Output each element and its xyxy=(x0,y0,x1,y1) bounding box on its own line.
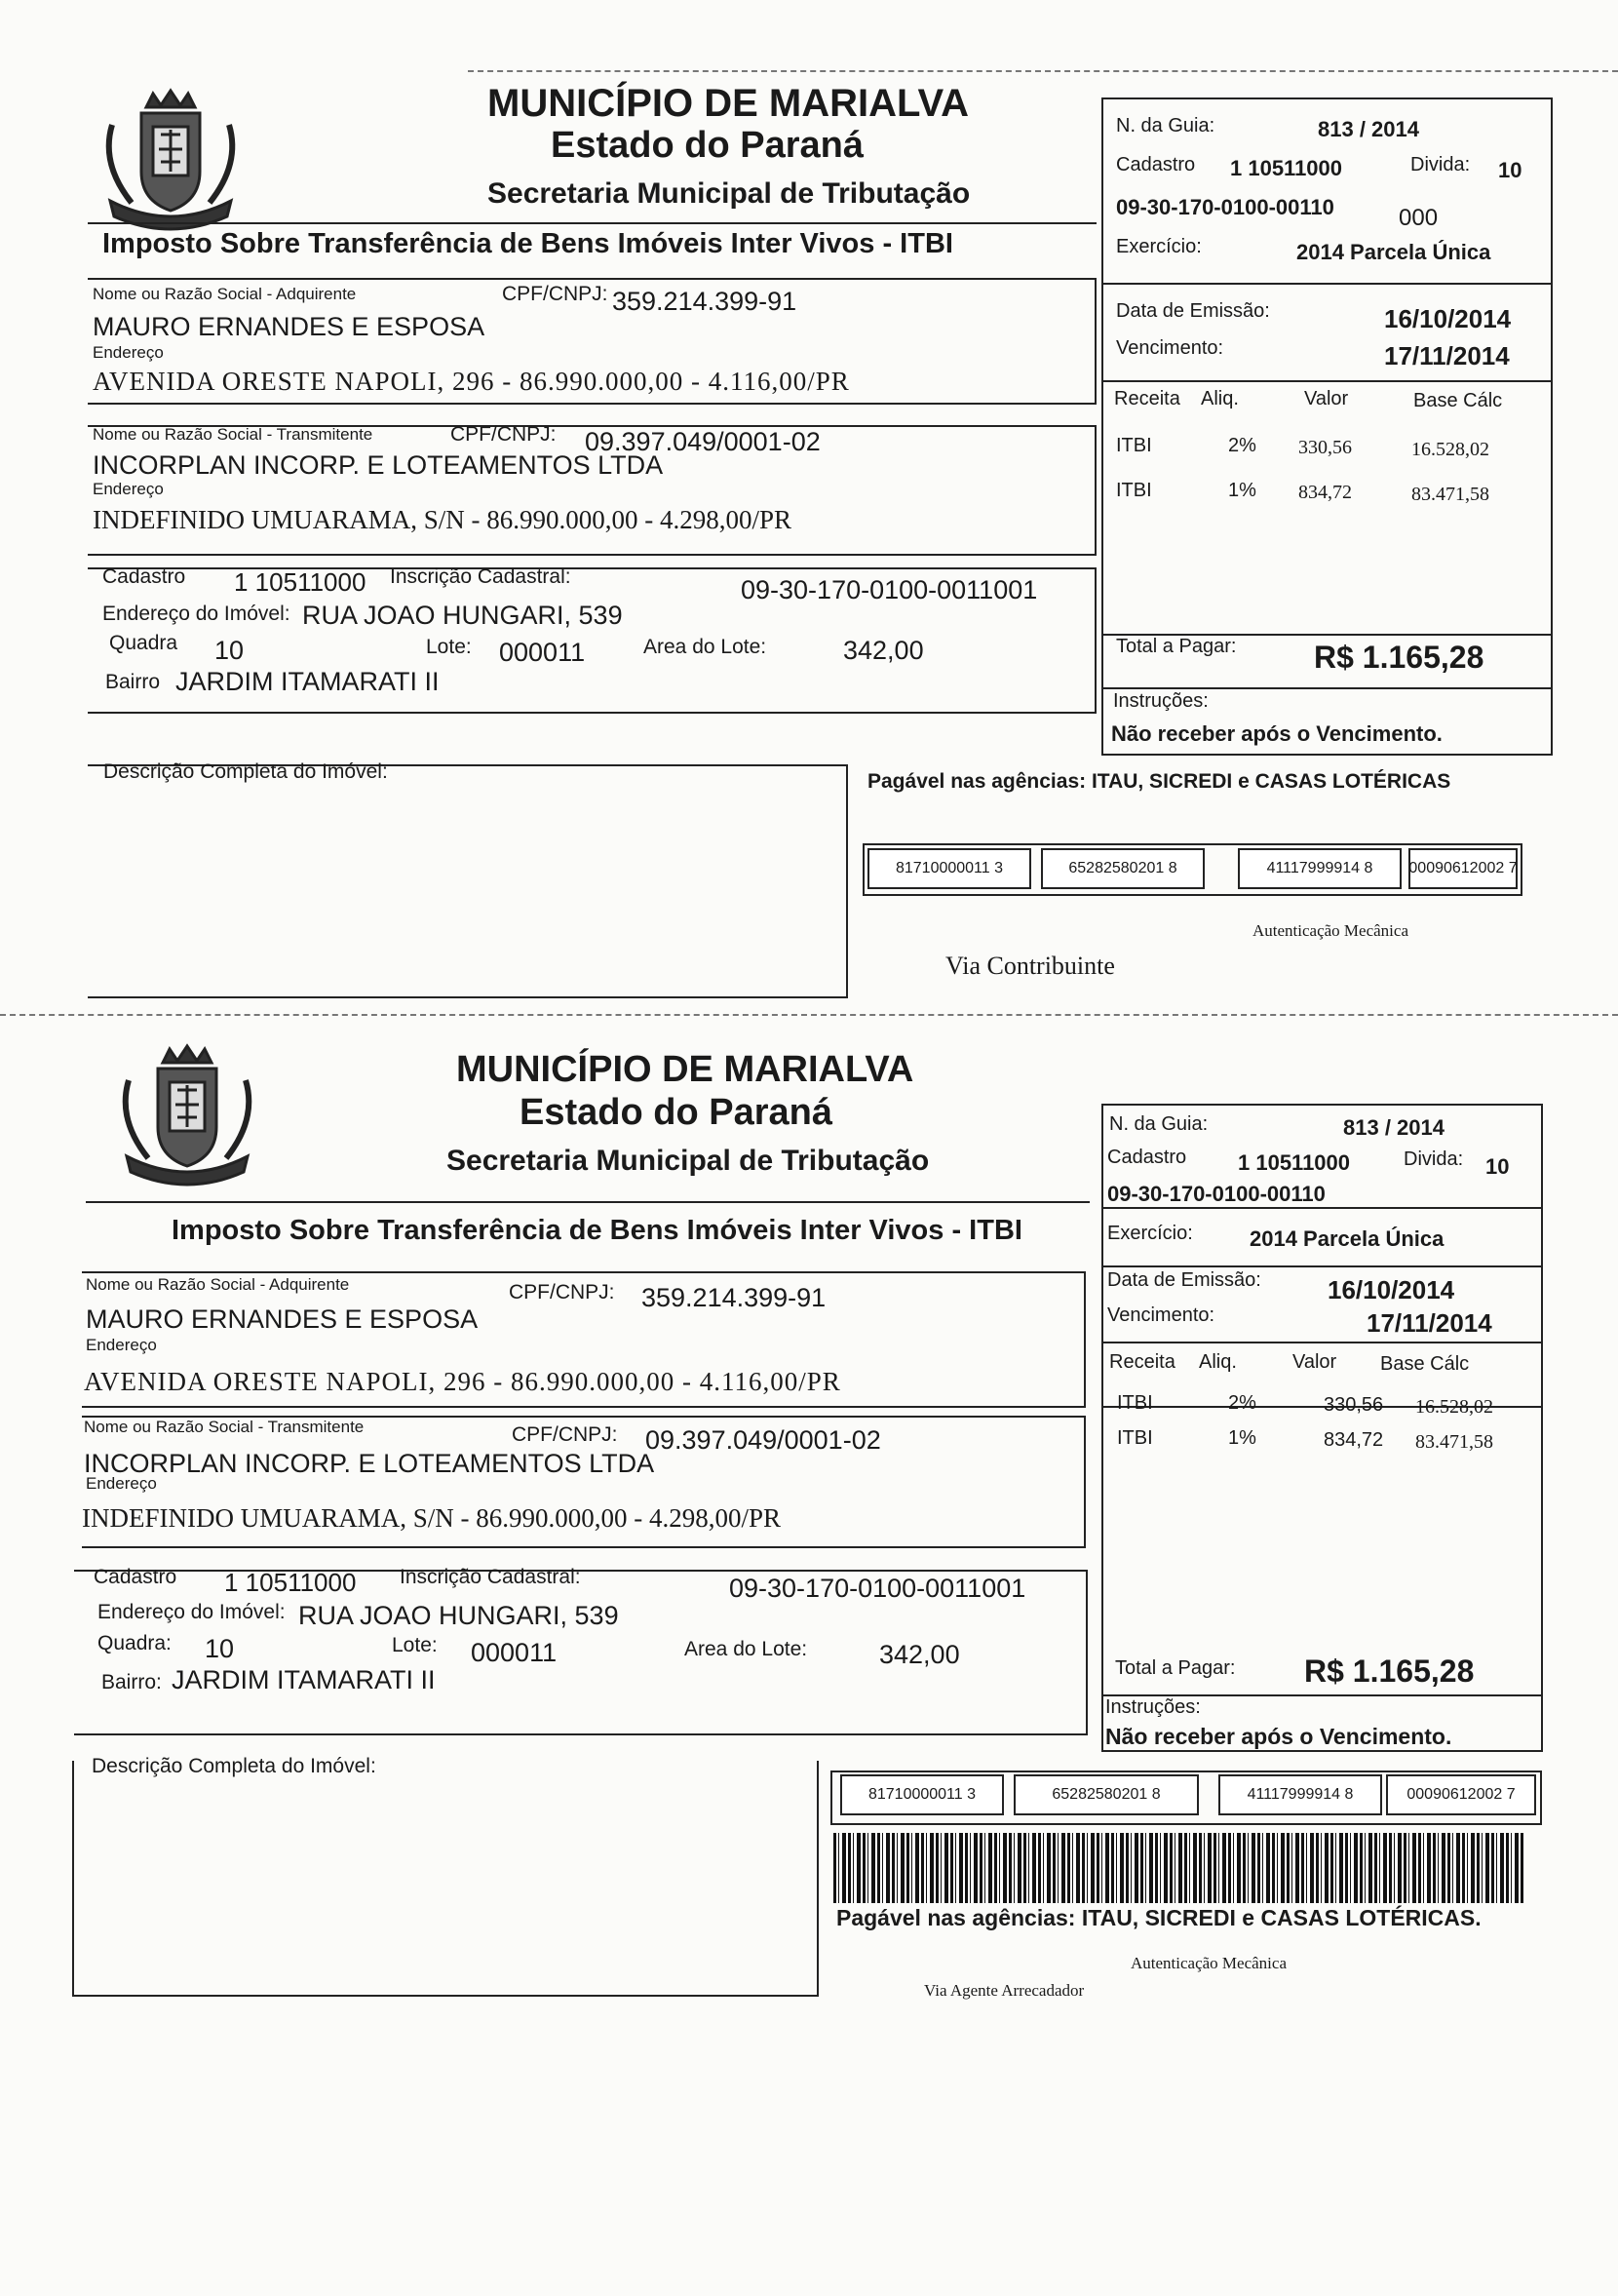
total-label: Total a Pagar: xyxy=(1116,636,1237,657)
tax-row-revenue: ITBI xyxy=(1116,435,1152,456)
tax-row-base: 83.471,58 xyxy=(1411,484,1489,505)
mechanical-auth-label: Autenticação Mecânica xyxy=(1252,921,1408,940)
header-rule xyxy=(86,1201,1090,1203)
buyer-address: AVENIDA ORESTE NAPOLI, 296 - 86.990.000,00 - 4.116,00/PR xyxy=(84,1367,841,1396)
guide-label: N. da Guia: xyxy=(1116,115,1215,136)
payment-barcode xyxy=(833,1833,1525,1903)
debt-value: 10 xyxy=(1498,158,1522,182)
debt-label: Divida: xyxy=(1404,1148,1464,1170)
side-registry-label: Cadastro xyxy=(1107,1147,1187,1168)
buyer-label: Nome ou Razão Social - Adquirente xyxy=(86,1275,350,1294)
guide-label: N. da Guia: xyxy=(1109,1113,1209,1135)
buyer-name: MAURO ERNANDES E ESPOSA xyxy=(86,1304,479,1334)
due-date-label: Vencimento: xyxy=(1116,337,1224,359)
property-inscription-label: Inscrição Cadastral: xyxy=(400,1566,581,1588)
debt-label: Divida: xyxy=(1410,154,1471,175)
debt-value: 10 xyxy=(1485,1154,1510,1179)
tax-title: Imposto Sobre Transferência de Bens Imóveis Inter Vivos - ITBI xyxy=(102,228,953,259)
line-code-1: 81710000011 3 xyxy=(840,1774,1004,1815)
buyer-address: AVENIDA ORESTE NAPOLI, 296 - 86.990.000,00 - 4.116,00/PR xyxy=(93,367,850,396)
property-registry-label: Cadastro xyxy=(94,1566,177,1588)
line-code-1: 81710000011 3 xyxy=(867,848,1031,889)
seller-label: Nome ou Razão Social - Transmitente xyxy=(93,425,373,444)
due-date-label: Vencimento: xyxy=(1107,1304,1215,1326)
buyer-cpf-label: CPF/CNPJ: xyxy=(502,283,608,305)
tax-row-value: 834,72 xyxy=(1298,482,1352,503)
lot-area-label: Area do Lote: xyxy=(643,636,767,658)
header-rule xyxy=(88,222,1097,224)
instruction-text: Não receber após o Vencimento. xyxy=(1105,1724,1452,1749)
tax-row-value: 330,56 xyxy=(1324,1394,1384,1416)
col-revenue: Receita xyxy=(1109,1351,1175,1373)
year-label: Exercício: xyxy=(1116,236,1202,257)
seller-cpf-label: CPF/CNPJ: xyxy=(450,423,557,446)
tax-row-base: 16.528,02 xyxy=(1411,439,1489,460)
property-registry-label: Cadastro xyxy=(102,565,186,588)
block-label: Quadra xyxy=(109,632,178,654)
seller-address: INDEFINIDO UMUARAMA, S/N - 86.990.000,00 - 4.298,00/PR xyxy=(93,505,792,534)
tax-row-revenue: ITBI xyxy=(1117,1392,1153,1414)
total-value: R$ 1.165,28 xyxy=(1304,1654,1475,1689)
property-inscription: 09-30-170-0100-0011001 xyxy=(741,575,1038,604)
district-value: JARDIM ITAMARATI II xyxy=(172,1665,436,1694)
tax-row-rate: 2% xyxy=(1228,1392,1256,1414)
instructions-label: Instruções: xyxy=(1105,1696,1201,1718)
buyer-label: Nome ou Razão Social - Adquirente xyxy=(93,285,357,303)
issue-date: 16/10/2014 xyxy=(1328,1275,1455,1304)
buyer-address-label: Endereço xyxy=(86,1336,157,1354)
year-value: 2014 Parcela Única xyxy=(1250,1226,1445,1251)
property-registry: 1 10511000 xyxy=(234,567,366,597)
property-address: RUA JOAO HUNGARI, 539 xyxy=(302,601,623,630)
col-revenue: Receita xyxy=(1114,388,1180,409)
seller-name: INCORPLAN INCORP. E LOTEAMENTOS LTDA xyxy=(93,450,664,480)
tax-row-revenue: ITBI xyxy=(1116,480,1152,501)
side-inscription-suffix: 000 xyxy=(1399,205,1439,231)
line-code-3: 41117999914 8 xyxy=(1238,848,1402,889)
line-code-2: 65282580201 8 xyxy=(1041,848,1205,889)
tax-row-base: 16.528,02 xyxy=(1415,1396,1493,1418)
municipality-title: MUNICÍPIO DE MARIALVA xyxy=(456,1049,914,1090)
buyer-cpf: 359.214.399-91 xyxy=(641,1283,827,1312)
description-label: Descrição Completa do Imóvel: xyxy=(92,1755,376,1777)
side-divider xyxy=(1101,380,1553,382)
secretariat-title: Secretaria Municipal de Tributação xyxy=(487,177,971,210)
issue-date-label: Data de Emissão: xyxy=(1116,300,1270,322)
line-code-4: 00090612002 7 xyxy=(1386,1774,1536,1815)
district-value: JARDIM ITAMARATI II xyxy=(175,667,440,696)
description-label: Descrição Completa do Imóvel: xyxy=(103,760,388,783)
buyer-address-label: Endereço xyxy=(93,343,164,362)
seller-address-label: Endereço xyxy=(93,480,164,498)
buyer-cpf-label: CPF/CNPJ: xyxy=(509,1281,615,1304)
col-value: Valor xyxy=(1304,388,1349,409)
tax-row-rate: 1% xyxy=(1228,1427,1256,1449)
guide-number: 813 / 2014 xyxy=(1343,1115,1445,1140)
side-registry: 1 10511000 xyxy=(1238,1150,1351,1175)
mechanical-auth-label: Autenticação Mecânica xyxy=(1131,1954,1287,1972)
marialva-crest-icon xyxy=(109,1041,265,1187)
lot-area: 342,00 xyxy=(879,1640,960,1669)
top-cut-line xyxy=(468,70,1618,72)
col-rate: Aliq. xyxy=(1199,1351,1237,1373)
due-date: 17/11/2014 xyxy=(1384,341,1510,370)
side-divider xyxy=(1101,1207,1543,1209)
state-title: Estado do Paraná xyxy=(520,1092,832,1133)
tax-row-value: 834,72 xyxy=(1324,1429,1384,1451)
tax-title: Imposto Sobre Transferência de Bens Imóveis Inter Vivos - ITBI xyxy=(172,1215,1022,1246)
side-inscription: 09-30-170-0100-00110 xyxy=(1116,195,1334,219)
property-registry: 1 10511000 xyxy=(224,1568,357,1597)
col-rate: Aliq. xyxy=(1201,388,1239,409)
issue-date: 16/10/2014 xyxy=(1384,304,1512,333)
year-value: 2014 Parcela Única xyxy=(1296,240,1491,264)
copy-label: Via Contribuinte xyxy=(945,952,1115,980)
guide-number: 813 / 2014 xyxy=(1318,117,1419,141)
property-address-label: Endereço do Imóvel: xyxy=(102,603,290,625)
property-address-label: Endereço do Imóvel: xyxy=(97,1601,286,1623)
description-box xyxy=(88,764,848,998)
lot-value: 000011 xyxy=(471,1638,558,1667)
buyer-cpf: 359.214.399-91 xyxy=(612,287,797,316)
col-base: Base Cálc xyxy=(1413,390,1503,411)
col-value: Valor xyxy=(1292,1351,1337,1373)
side-inscription: 09-30-170-0100-00110 xyxy=(1107,1182,1326,1206)
side-divider xyxy=(1101,1342,1543,1343)
seller-name: INCORPLAN INCORP. E LOTEAMENTOS LTDA xyxy=(84,1449,655,1478)
total-label: Total a Pagar: xyxy=(1115,1657,1236,1679)
copy-label: Via Agente Arrecadador xyxy=(924,1981,1085,2000)
tax-row-revenue: ITBI xyxy=(1117,1427,1153,1449)
property-inscription: 09-30-170-0100-0011001 xyxy=(729,1574,1026,1603)
lot-label: Lote: xyxy=(392,1634,438,1656)
instruction-text: Não receber após o Vencimento. xyxy=(1111,721,1443,746)
property-inscription-label: Inscrição Cadastral: xyxy=(390,565,571,588)
side-registry: 1 10511000 xyxy=(1230,156,1343,180)
issue-date-label: Data de Emissão: xyxy=(1107,1269,1261,1291)
seller-address: INDEFINIDO UMUARAMA, S/N - 86.990.000,00 - 4.298,00/PR xyxy=(82,1503,782,1533)
line-code-4: 00090612002 7 xyxy=(1408,848,1518,889)
col-base: Base Cálc xyxy=(1380,1353,1470,1375)
total-value: R$ 1.165,28 xyxy=(1314,640,1484,675)
middle-cut-line xyxy=(0,1014,1618,1016)
municipality-title: MUNICÍPIO DE MARIALVA xyxy=(487,82,970,125)
block-value: 10 xyxy=(205,1634,235,1663)
tax-row-value: 330,56 xyxy=(1298,437,1352,458)
instructions-label: Instruções: xyxy=(1113,690,1209,712)
side-divider xyxy=(1101,283,1553,285)
block-label: Quadra: xyxy=(97,1632,172,1654)
block-value: 10 xyxy=(214,636,245,665)
line-code-2: 65282580201 8 xyxy=(1014,1774,1199,1815)
district-label: Bairro: xyxy=(101,1671,162,1693)
payable-at: Pagável nas agências: ITAU, SICREDI e CASAS LOTÉRICAS. xyxy=(836,1905,1482,1930)
side-divider xyxy=(1101,1265,1543,1267)
secretariat-title: Secretaria Municipal de Tributação xyxy=(446,1145,930,1177)
state-title: Estado do Paraná xyxy=(551,125,864,166)
due-date: 17/11/2014 xyxy=(1367,1308,1492,1338)
lot-label: Lote: xyxy=(426,636,472,658)
seller-address-label: Endereço xyxy=(86,1474,157,1493)
district-label: Bairro xyxy=(105,671,161,693)
tax-row-rate: 1% xyxy=(1228,480,1256,501)
seller-cpf: 09.397.049/0001-02 xyxy=(585,427,821,456)
payable-at: Pagável nas agências: ITAU, SICREDI e CASAS LOTÉRICAS xyxy=(867,770,1451,793)
lot-value: 000011 xyxy=(499,638,586,667)
description-box xyxy=(72,1761,819,1997)
marialva-crest-icon xyxy=(93,86,249,232)
seller-cpf: 09.397.049/0001-02 xyxy=(645,1425,881,1455)
lot-area-label: Area do Lote: xyxy=(684,1638,808,1660)
side-registry-label: Cadastro xyxy=(1116,154,1196,175)
property-address: RUA JOAO HUNGARI, 539 xyxy=(298,1601,619,1630)
seller-label: Nome ou Razão Social - Transmitente xyxy=(84,1418,365,1436)
year-label: Exercício: xyxy=(1107,1223,1193,1244)
lot-area: 342,00 xyxy=(843,636,924,665)
seller-cpf-label: CPF/CNPJ: xyxy=(512,1423,618,1446)
tax-row-base: 83.471,58 xyxy=(1415,1431,1493,1453)
tax-row-rate: 2% xyxy=(1228,435,1256,456)
line-code-3: 41117999914 8 xyxy=(1218,1774,1382,1815)
side-divider xyxy=(1101,687,1553,689)
buyer-name: MAURO ERNANDES E ESPOSA xyxy=(93,312,485,341)
